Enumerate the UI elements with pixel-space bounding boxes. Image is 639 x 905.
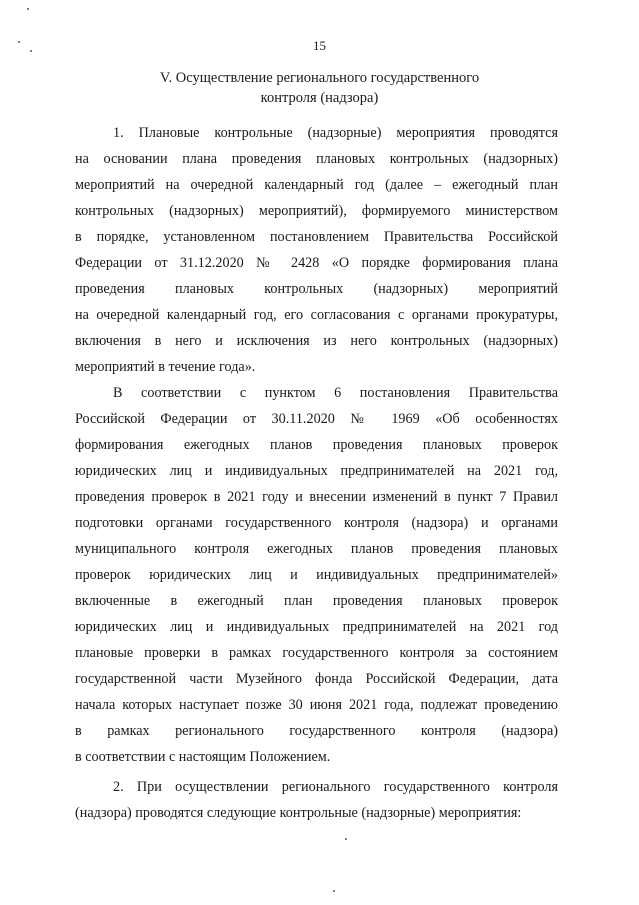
text-line: включения в него и исключения из него контрольных (надзорных) bbox=[75, 333, 558, 349]
text-line: проведения проверок в 2021 году и внесении изменений в пункт 7 Правил bbox=[75, 489, 558, 505]
text-line: Федерации от 31.12.2020 № 2428 «О порядке формирования плана bbox=[75, 255, 558, 271]
text-line: подготовки органами государственного контроля (надзора) и органами bbox=[75, 515, 558, 531]
text-line: формирования ежегодных планов проведения плановых проверок bbox=[75, 437, 558, 453]
text-line: 2. При осуществлении регионального государственного контроля bbox=[113, 779, 558, 795]
text-line: включенные в ежегодный план проведения плановых проверок bbox=[75, 593, 558, 609]
section-title bbox=[0, 68, 639, 108]
text-line: (надзора) проводятся следующие контрольные (надзорные) мероприятия: bbox=[75, 805, 522, 821]
text-line: в порядке, установленном постановлением Правительства Российской bbox=[75, 229, 558, 245]
text-line: на очередной календарный год, его согласования с органами прокуратуры, bbox=[75, 307, 558, 323]
text-line: 1. Плановые контрольные (надзорные) мероприятия проводятся bbox=[113, 125, 558, 141]
text-line: мероприятий на очередной календарный год (далее – ежегодный план bbox=[75, 177, 558, 193]
page-number: 15 bbox=[313, 38, 326, 53]
text-line: в рамках регионального государственного контроля (надзора) bbox=[75, 723, 558, 739]
section-title-line-1: V. Осуществление регионального государственного bbox=[159, 70, 480, 86]
text-line: В соответствии с пунктом 6 постановления Правительства bbox=[113, 385, 558, 401]
text-line: начала которых наступает позже 30 июня 2021 года, подлежат проведению bbox=[75, 697, 558, 713]
text-line: проведения плановых контрольных (надзорных) мероприятий bbox=[75, 281, 558, 297]
scan-speck bbox=[30, 50, 32, 52]
text-line: муниципального контроля ежегодных планов проведения плановых bbox=[75, 541, 558, 557]
text-line: юридических лиц и индивидуальных предпринимателей на 2021 год bbox=[75, 619, 558, 635]
text-line: на основании плана проведения плановых контрольных (надзорных) bbox=[75, 151, 558, 167]
scan-speck bbox=[18, 41, 20, 43]
text-line: мероприятий в течение года». bbox=[75, 359, 256, 375]
text-line: в соответствии с настоящим Положением. bbox=[75, 749, 331, 765]
section-title-line-2: контроля (надзора) bbox=[260, 90, 379, 106]
scan-speck bbox=[27, 8, 29, 10]
text-line: проверок юридических лиц и индивидуальных предпринимателей» bbox=[75, 567, 558, 583]
text-line: плановые проверки в рамках государственного контроля за состоянием bbox=[75, 645, 558, 661]
text-line: Российской Федерации от 30.11.2020 № 1969 «Об особенностях bbox=[75, 411, 558, 427]
scan-speck bbox=[333, 890, 335, 892]
text-line: юридических лиц и индивидуальных предпринимателей на 2021 год, bbox=[75, 463, 558, 479]
text-line: контрольных (надзорных) мероприятий), формируемого министерством bbox=[75, 203, 558, 219]
scan-speck bbox=[345, 838, 347, 840]
text-line: государственной части Музейного фонда Российской Федерации, дата bbox=[75, 671, 558, 687]
